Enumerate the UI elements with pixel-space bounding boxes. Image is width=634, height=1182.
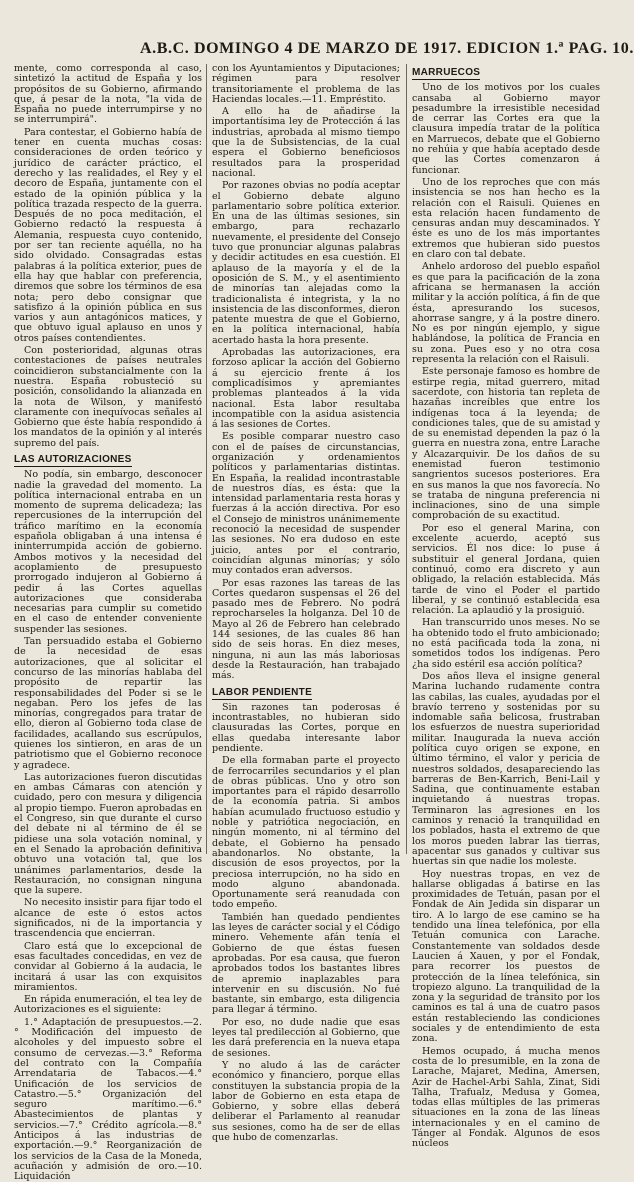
paragraph: Y no aludo á las de carácter económico y financiero, porque ellas constituyen la substancia propia de la labor de Gobierno en esta etapa de Gobierno, y sobre ellas deberá deliberar el Parlamento al reanudar sus sesiones, como ha de ser de ellas que hubo de comenzarlas. xyxy=(212,1059,400,1143)
paragraph: Es posible comparar nuestro caso con el de países de circunstancias, organización y ordenamientos políticos y parlamentarias distintas. En España, la realidad incontrastable de nuestros días, es ésta: que la intensidad parlamentaria resta horas y fuerzas á la acción directiva. Por eso el Consejo de ministros unánimemente reconoció la necesidad de suspender las sesiones. No era dudoso en este juicio, antes por el contrario, coincidían algunas minorías; y sólo muy contados eran adversos. xyxy=(212,431,400,577)
paragraph: De ella formaban parte el proyecto de ferrocarriles secundarios y el plan de obras públicas. Uno y otro son importantes para el rápido desarrollo de la economía patria. Si ambos habían acumulado fructuoso estudio y noble y patriótica negociación, en ningún momento, ni al término del debate, el Gobierno ha pensado abandonarlos. No obstante, la discusión de esos proyectos, por la preciosa interrupción, no ha sido en modo alguno abandonada. Oportunamente será reanudada con todo empeño. xyxy=(212,755,400,911)
paragraph: Claro está que lo excepcional de esas facultades concedidas, en vez de convidar al Gobierno á la audacia, le incitará á usar las con exquisitos miramientos. xyxy=(14,940,202,993)
paragraph: Sin razones tan poderosas é incontrastables, no hubieran sido clausuradas las Cortes, porque en ellas quedaba interesante labor pendiente. xyxy=(212,701,400,754)
column-divider xyxy=(206,64,207,854)
section-heading-autorizaciones: LAS AUTORIZACIONES xyxy=(14,455,132,467)
paragraph: Por eso el general Marina, con excelente acuerdo, aceptó sus servicios. Él nos dice: lo puse á substituir el general Jordana, quien continuó, como era discreto y aun obligado, la relación establecida. Más tarde de vino el Poder el partido liberal, y se continuó establecida esa relación. La aplaudió y la prosiguió. xyxy=(412,522,600,617)
paragraph: En rápida enumeración, el tea ley de Autorizaciones es el siguiente: xyxy=(14,994,202,1016)
paragraph: Con posterioridad, algunas otras contestaciones de países neutrales coincidieron substancialmente con la nuestra. España robusteció su posición, consolidando la alianzada en la nota de Wilson, y manifestó claramente con inequívocas señales al Gobierno que éste había respondido á los mandatos de la opinión y al interés supremo del país. xyxy=(14,345,202,449)
paragraph: Hemos ocupado, á mucha menos costa de lo presumible, en la zona de Larache, Majaret, Medina, Amersen, Azir de Hachel-Arbi Sahla, Zinat, Sidi Talha, Trafualz, Medusa y Gomea, todas ellas múltiples de las primeras situaciones en la zona de las líneas internacionales y en el camino de Tánger al Fondak. Algunos de esos núcleos xyxy=(412,1045,600,1150)
paragraph: Tan persuadido estaba el Gobierno de la necesidad de esas autorizaciones, que al solicitar el concurso de las minorías hablaba del propósito de repartir las responsabilidades del Poder si se le negaban. Pero los jefes de las minorías, congregados para tratar de ello, dieron al Gobierno toda clase de facilidades, acallando sus escrúpulos, quienes los sintieron, en aras de un patriotismo que el Gobierno reconoce y agradece. xyxy=(14,636,202,771)
section-heading-labor-pendiente: LABOR PENDIENTE xyxy=(212,688,312,700)
paragraph: No necesito insistir para fijar todo el alcance de este ó estos actos significados, ni de la importancia y trascendencia que encierran. xyxy=(14,897,202,940)
paragraph: A ello ha de añadirse la importantísima ley de Protección á las industrias, aprobada al mismo tiempo que la de Subsistencias, de la cual espera el Gobierno beneficiosos resultados para la prosperidad nacional. xyxy=(212,106,400,179)
paragraph: También han quedado pendientes las leyes de carácter social y el Código minero. Vehemente afán tenía el Gobierno de que éstas fuesen aprobadas. Por esa causa, que fueron aprobados todos los bastantes libres de apremio inaplazables para intervenir en su discusión. No fué bastante, sin embargo, esta diligencia para llegar á término. xyxy=(212,911,400,1016)
paragraph: Han transcurrido unos meses. No se ha obtenido todo el fruto ambicionado; no está pacificada toda la zona, ni sometidos todos los indígenas. Pero ¿ha sido estéril esa acción política? xyxy=(412,617,600,670)
paragraph: Para contestar, el Gobierno había de tener en cuenta muchas cosas: consideraciones de orden teórico y jurídico de carácter práctico, el derecho y las realidades, el Rey y el decoro de España, juntamente con el estado de la opinión pública y la política trazada respecto de la guerra. Después de no poca meditación, el Gobierno redactó la respuesta á Alemania, respuesta cuyo contenido, por ser tan reciente aquélla, no ha sido olvidado. Consagradas estas palabras á la política exterior, pues de ella hay que hablar con preferencia, diremos que sobre los términos de esa nota; pero debo consignar que satisfizo á la opinión pública en sus varios y aun antagónicos matices, y que obtuvo igual aplauso en unos y otros países contendientes. xyxy=(14,126,202,344)
page-header: A.B.C. DOMINGO 4 DE MARZO DE 1917. EDICION 1.ª PAG. 10. xyxy=(140,40,634,57)
section-heading-marruecos: MARRUECOS xyxy=(412,68,480,80)
paragraph: Anhelo ardoroso del pueblo español es que para la pacificación de la zona africana se hermanasen la acción militar y la acción política, á fin de que ésta, apresurando los sucesos, ahorrase sangre, y á la postre dinero. No es por ningún ejemplo, y sigue hablándose, la política de Francia en su zona. Pues eso y no otra cosa representa la relación con el Raisuli. xyxy=(412,261,600,366)
paragraph: 1.° Adaptación de presupuestos.—2.° Modificación del impuesto de alcoholes y del impuesto sobre el consumo de cervezas.—3.° Reforma del contrato con la Compañía Arrendataria de Tabacos.—4.° Unificación de los servicios de Catastro.—5.° Organización del seguro marítimo.—6.° Abastecimientos de plantas y servicios.—7.° Crédito agrícola.—8.° Anticipos á las industrias de exportación.—9.° Reorganización de los servicios de la Casa de la Moneda, acuñación y admisión de oro.—10. Liquidación xyxy=(14,1016,202,1182)
paragraph: Por eso, no dude nadie que esas leyes tal predilección al Gobierno, que les dará preferencia en la nueva etapa de sesiones. xyxy=(212,1016,400,1059)
column-2 xyxy=(212,63,400,1143)
paragraph: Las autorizaciones fueron discutidas en ambas Cámaras con atención y cuidado, pero con mesura y diligencia al propio tiempo. Fueron aprobadas en el Congreso, sin que durante el curso del debate ni al término de él se pidiese una sola votación nominal, y en el Senado la aprobación definitiva obtuvo una votación tal, que los unánimes parlamentarios, desde la Restauración, no consignan ninguna que la supere. xyxy=(14,771,202,897)
paragraph: Este personaje famoso es hombre de estirpe regia, mitad guerrero, mitad sacerdote, con historia tan repleta de hazañas increíbles que entre los indígenas toca á la leyenda; de condiciones tales, que de su amistad y de su enemistad dependen la paz ó la guerra en nuestra zona, entre Larache y Alcazarquivir. De los daños de su enemistad fueron testimonio sangrientos sucesos posteriores. Era en sus manos la que nos favorecía. No se trataba de ninguna preferencia ni inclinaciones, sino de una simple comprobación de su exactitud. xyxy=(412,366,600,522)
paragraph: con los Ayuntamientos y Diputaciones; régimen para resolver transitoriamente el problema de las Haciendas locales.—11. Empréstito. xyxy=(212,63,400,105)
column-3 xyxy=(412,64,600,1150)
paragraph: mente, como corresponda al caso, sintetizó la actitud de España y los propósitos de su Gobierno, afirmando que, á pesar de la nota, "la vida de España no puede interrumpirse y no se interrumpirá". xyxy=(14,63,202,126)
paragraph: Uno de los reproches que con más insistencia se nos han hecho es la relación con el Raisuli. Quienes en esta relación hacen fundamento de censuras andan muy descaminados. Y éste es uno de los más importantes extremos que hubieran sido puestos en claro con tal debate. xyxy=(412,176,600,261)
paragraph: No podía, sin embargo, desconocer nadie la gravedad del momento. La política internacional entraba en un momento de suprema delicadeza; las repercusiones de la interrupción del tráfico marítimo en la economía española obligaban á una intensa é ininterrumpida acción de gobierno. Ambos motivos y la necesidad del acoplamiento de presupuesto prorrogado indujeron al Gobierno á pedir á las Cortes aquellas autorizaciones que consideraba necesarias para cumplir su cometido en el caso de entender conveniente suspender las sesiones. xyxy=(14,469,202,635)
column-1 xyxy=(14,63,202,1182)
paragraph: Uno de los motivos por los cuales cansaba al Gobierno mayor pesadumbre la irresistible necesidad de cerrar las Cortes era que la clausura impedía tratar de la política en Marruecos, debate que el Gobierno no rehúia y que había aceptado desde que las Cortes comenzaron á funcionar. xyxy=(412,82,600,176)
paragraph: Por esas razones las tareas de las Cortes quedaron suspensas el 26 del pasado mes de Febrero. No podrá reprocharseles la holganza. Del 10 de Mayo al 26 de Febrero han celebrado 144 sesiones, de las cuales 86 han sido de seis horas. En diez meses, ninguna, ni aun las más laboriosas desde la Restauración, han trabajado más. xyxy=(212,577,400,682)
paragraph: Dos años lleva el insigne general Marina luchando rudamente contra las cabilas, las cuales, ayudadas por el bravío terreno y sostenidas por su indomable saña belicosa, frustraban los esfuerzos de nuestra superioridad militar. Inaugurada la nueva acción política cuyo origen se expone, en último término, el valor y pericia de nuestros soldados, desapareciendo las barreras de Ben-Karrich, Beni-Lail y Sadina, que continuamente estaban inquietando á nuestras tropas. Terminaron las agresiones en los caminos y renació la tranquilidad en los poblados, hasta el extremo de que los moros pueden labrar las tierras, apacentar sus ganados y cultivar sus huertas sin que nadie los moleste. xyxy=(412,670,600,868)
paragraph: Aprobadas las autorizaciones, era forzoso aplicar la acción del Gobierno á su ejercicio frente á los complicadísimos y apremiantes problemas planteados á la vida nacional. Esta labor resultaba incompatible con la asidua asistencia á las sesiones de Cortes. xyxy=(212,347,400,431)
paragraph: Por razones obvias no podía aceptar el Gobierno debate alguno parlamentario sobre política exterior. En una de las últimas sesiones, sin embargo, para rechazarlo nuevamente, el presidente del Consejo tuvo que pronunciar algunas palabras y decidir actitudes en esa cuestión. El aplauso de la mayoría y el de la oposición de S. M., y el asentimiento de minorías tan alejadas como la tradicionalista é integrista, y la no insistencia de las disconformes, dieron patente muestra de que el Gobierno, en la política internacional, había acertado hasta la hora presente. xyxy=(212,180,400,346)
column-divider xyxy=(406,64,407,854)
paragraph: Hoy nuestras tropas, en vez de hallarse obligadas á batirse en las proximidades de Tetuán, pasan por el Fondak de Ain Jedida sin disparar un tiro. A lo largo de ese camino se ha tendido una línea telefónica, por ella Tetuán comunica con Larache. Constantemente van soldados desde Laucien á Xauen, y por el Fondak, para recorrer los puestos de protección de la línea telefónica, sin tropiezo alguno. La tranquilidad de la zona y la seguridad de tránsito por los caminos es tal á una de cuatro pasos están restableciendo las condiciones sociales y de entendimiento de esta zona. xyxy=(412,868,600,1045)
